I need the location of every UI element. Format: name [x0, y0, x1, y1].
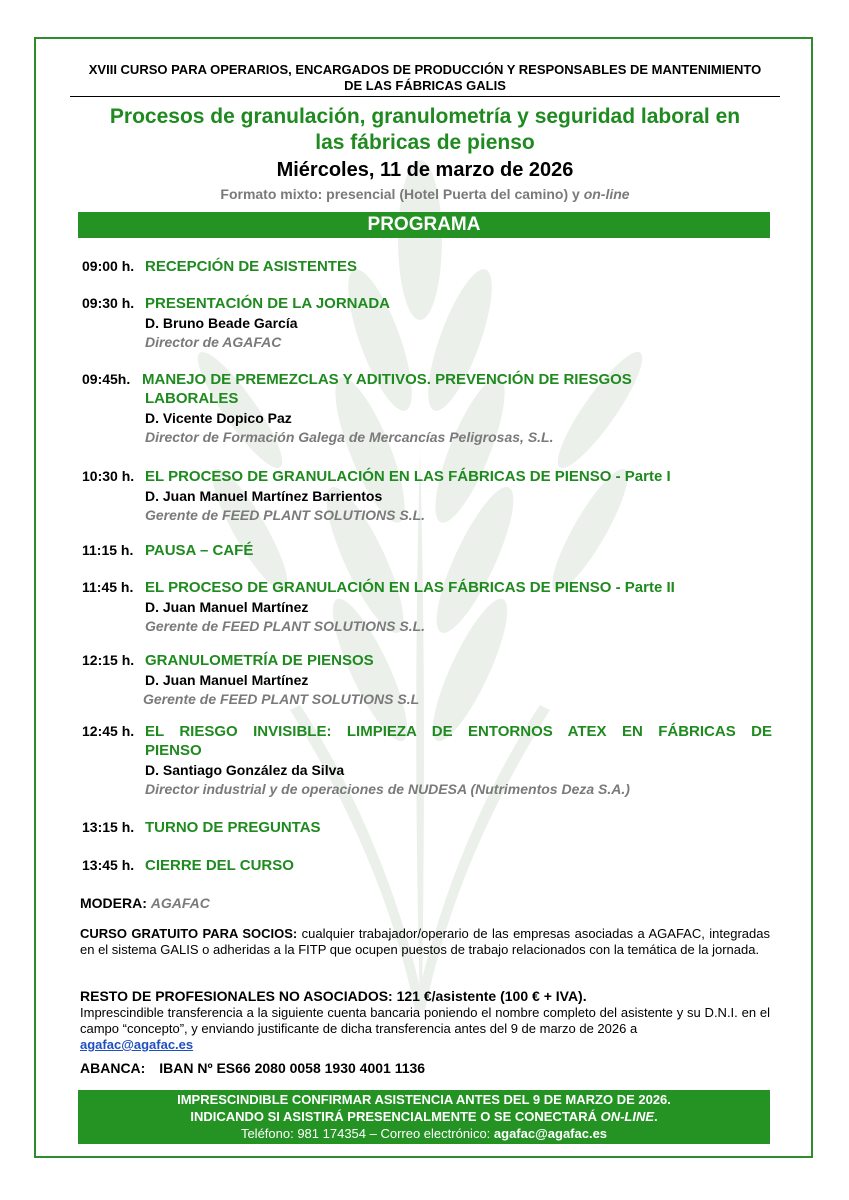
schedule-item [82, 257, 772, 276]
schedule-role: Director de Formación Galega de Mercancías Peligrosas, S.L. [145, 429, 554, 445]
bank-info [80, 1059, 770, 1077]
schedule-speaker: D. Bruno Beade García [145, 315, 298, 331]
non-members-text: Imprescindible transferencia a la siguiente cuenta bancaria poniendo el nombre completo del asistente y su D.N.I. en el campo “concepto”, y enviando justificante de dicha transferencia antes del 9 de marzo de 2026 a [80, 1005, 770, 1036]
schedule-speaker: D. Juan Manuel Martínez Barrientos [145, 488, 383, 504]
header-divider [70, 96, 780, 97]
schedule-item [82, 578, 772, 636]
schedule-speaker: D. Santiago González da Silva [145, 762, 345, 778]
schedule-title: RECEPCIÓN DE ASISTENTES [145, 258, 357, 275]
moderator-value: AGAFAC [150, 895, 210, 911]
schedule-time: 13:45 h. [82, 857, 135, 873]
schedule-time: 12:45 h. [82, 723, 135, 739]
schedule-item [82, 651, 772, 709]
page-title [70, 104, 780, 156]
schedule-time: 13:15 h. [82, 819, 135, 835]
schedule-speaker: D. Vicente Dopico Paz [145, 410, 292, 426]
schedule-title: CIERRE DEL CURSO [145, 857, 294, 874]
schedule-title: EL PROCESO DE GRANULACIÓN EN LAS FÁBRICAS DE PIENSO - Parte II [145, 579, 675, 596]
contact-line [78, 1125, 770, 1142]
non-members-label: RESTO DE PROFESIONALES NO ASOCIADOS: 121 €/asistente (100 € + IVA). [80, 988, 587, 1004]
format-online: on-line [583, 186, 630, 202]
schedule-title: PAUSA – CAFÉ [145, 542, 254, 559]
non-members-price [80, 988, 770, 1005]
confirmation-line2-text: INDICANDO SI ASISTIRÁ PRESENCIALMENTE O SE CONECTARÁ [190, 1109, 601, 1124]
event-format [70, 186, 780, 202]
format-text: Formato mixto: presencial (Hotel Puerta del camino) y [220, 186, 584, 202]
schedule-role: Director de AGAFAC [145, 334, 282, 350]
schedule-time: 09:00 h. [82, 258, 135, 274]
schedule-item [82, 294, 772, 352]
schedule-item [82, 541, 772, 560]
non-members-info [80, 1005, 770, 1053]
email-link[interactable]: agafac@agafac.es [80, 1037, 194, 1052]
schedule-title: EL PROCESO DE GRANULACIÓN EN LAS FÁBRICAS DE PIENSO - Parte I [145, 468, 671, 485]
bank-iban: IBAN Nº ES66 2080 0058 1930 4001 1136 [159, 1060, 426, 1076]
confirmation-banner [78, 1090, 770, 1144]
schedule-title-cont: PIENSO [145, 742, 202, 759]
contact-email-link[interactable]: agafac@agafac.es [493, 1126, 608, 1141]
contact-text: Teléfono: 981 174354 – Correo electrónico: [240, 1126, 494, 1141]
course-heading-line1: XVIII CURSO PARA OPERARIOS, ENCARGADOS DE PRODUCCIÓN Y RESPONSABLES DE MANTENIMIENTO [88, 62, 762, 77]
moderator [80, 894, 770, 912]
free-course-label: CURSO GRATUITO PARA SOCIOS: [80, 926, 298, 941]
schedule-title-cont: LABORALES [145, 390, 239, 407]
schedule-role: Gerente de FEED PLANT SOLUTIONS S.L. [145, 507, 426, 523]
schedule-title: PRESENTACIÓN DE LA JORNADA [145, 295, 391, 312]
confirmation-line1: IMPRESCINDIBLE CONFIRMAR ASISTENCIA ANTES DEL 9 DE MARZO DE 2026. [177, 1092, 671, 1107]
event-date: Miércoles, 11 de marzo de 2026 [276, 159, 574, 181]
bank-label: ABANCA: [80, 1060, 146, 1076]
schedule-time: 10:30 h. [82, 468, 135, 484]
schedule-time: 11:15 h. [82, 542, 134, 558]
page-title-line2: las fábricas de pienso [315, 131, 535, 154]
program-header: PROGRAMA [78, 212, 770, 238]
schedule-title: GRANULOMETRÍA DE PIENSOS [145, 652, 374, 669]
schedule-item [82, 370, 772, 447]
schedule-item [82, 722, 772, 799]
schedule-speaker: D. Juan Manuel Martínez [145, 672, 309, 688]
free-course-text: cualquier trabajador/operario de las empresas asociadas a AGAFAC, integradas en el sistema GALIS o adheridas a la FITP que ocupen puestos de trabajo relacionados con la temática de la jornada. [80, 926, 770, 957]
schedule-role: Gerente de FEED PLANT SOLUTIONS S.L [143, 691, 420, 707]
schedule-time: 09:30 h. [82, 295, 135, 311]
course-heading [70, 62, 780, 94]
schedule-time: 12:15 h. [82, 652, 135, 668]
confirmation-period: . [654, 1109, 658, 1124]
schedule-item [82, 467, 772, 525]
free-course-info [80, 926, 770, 958]
schedule-title: EL RIESGO INVISIBLE: LIMPIEZA DE ENTORNOS ATEX EN FÁBRICAS DE [145, 723, 772, 740]
schedule-time: 09:45h. [82, 371, 131, 387]
schedule-role: Gerente de FEED PLANT SOLUTIONS S.L. [145, 618, 426, 634]
confirmation-online: ON-LINE [600, 1109, 655, 1124]
course-heading-line2: DE LAS FÁBRICAS GALIS [344, 78, 506, 93]
confirmation-line2 [78, 1108, 770, 1125]
schedule-time: 11:45 h. [82, 579, 134, 595]
schedule-title: TURNO DE PREGUNTAS [145, 819, 321, 836]
schedule-item [82, 818, 772, 837]
schedule-role: Director industrial y de operaciones de NUDESA (Nutrimentos Deza S.A.) [145, 781, 630, 797]
schedule-speaker: D. Juan Manuel Martínez [145, 599, 309, 615]
page-title-line1: Procesos de granulación, granulometría y seguridad laboral en [109, 105, 741, 128]
schedule-title: MANEJO DE PREMEZCLAS Y ADITIVOS. PREVENCIÓN DE RIESGOS [142, 371, 632, 388]
schedule-item [82, 856, 772, 875]
moderator-label: MODERA: [80, 895, 147, 911]
